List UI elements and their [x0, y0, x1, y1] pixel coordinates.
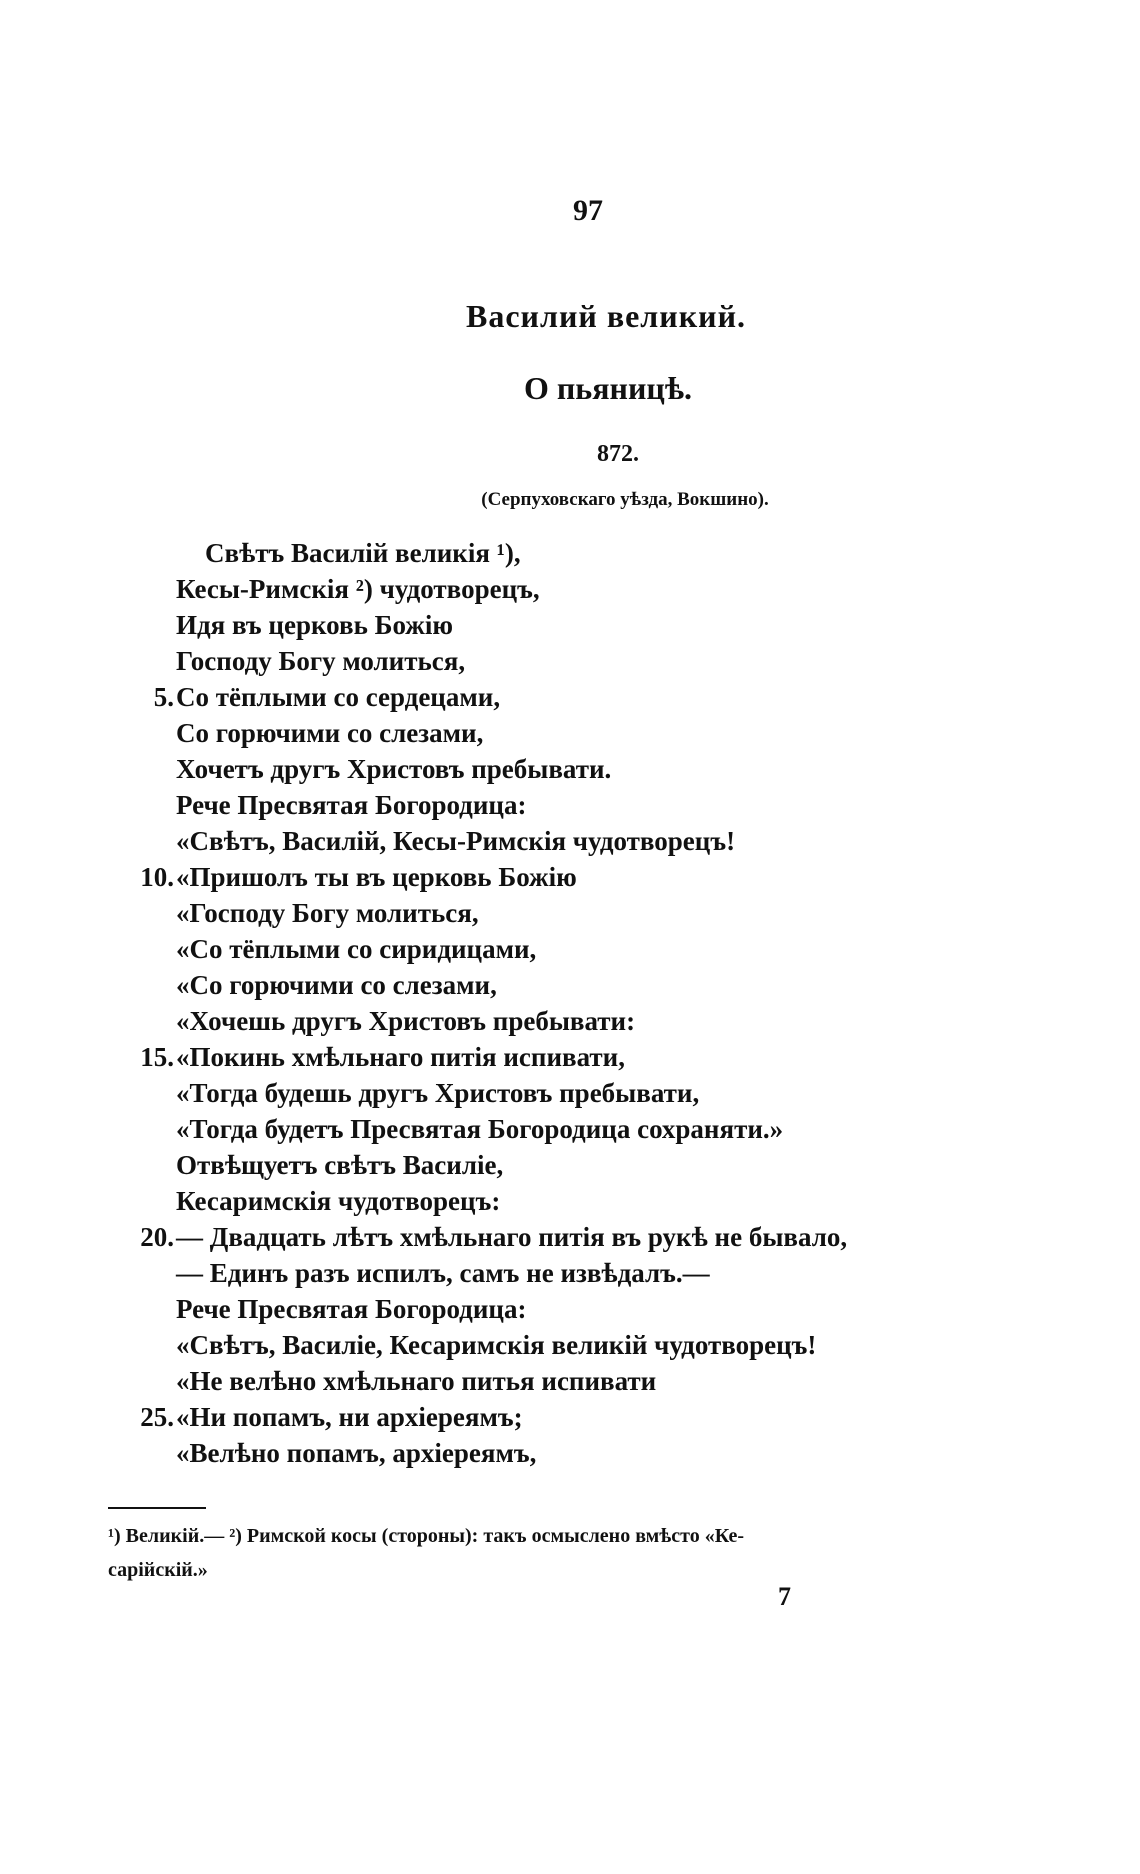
verse-line — [0, 1255, 1140, 1291]
verse-line — [0, 1291, 1140, 1327]
footnote-rule — [108, 1507, 206, 1509]
verse-line — [0, 643, 1140, 679]
verse-line — [0, 1003, 1140, 1039]
page-number: 97 — [573, 194, 603, 227]
verse-line — [0, 1435, 1140, 1471]
verse-line — [0, 607, 1140, 643]
verse-line — [0, 1399, 1140, 1435]
verse-block — [0, 535, 1140, 1471]
line-text: Отвѣщуетъ свѣтъ Василіе, — [176, 1150, 504, 1180]
line-text: «Пришолъ ты въ церковь Божію — [176, 862, 577, 892]
verse-line — [0, 679, 1140, 715]
verse-line — [0, 1219, 1140, 1255]
verse-line — [0, 751, 1140, 787]
line-text: Господу Богу молиться, — [176, 646, 466, 676]
line-number: 5. — [153, 682, 174, 712]
verse-line — [0, 1075, 1140, 1111]
line-text: «Со тёплыми со сиридицами, — [176, 934, 537, 964]
line-text: «Свѣтъ, Василіе, Кесаримскія великій чудотворецъ! — [176, 1330, 817, 1360]
verse-line — [0, 715, 1140, 751]
line-text: Идя въ церковь Божію — [176, 610, 454, 640]
line-text: Кесаримскія чудотворецъ: — [176, 1186, 501, 1216]
line-number: 20. — [140, 1222, 174, 1252]
line-text: «Велѣно попамъ, архіереямъ, — [176, 1438, 537, 1468]
verse-line — [0, 1327, 1140, 1363]
line-text: Со тёплыми со сердецами, — [176, 682, 501, 712]
footnote-line: сарійскій.» — [108, 1559, 208, 1581]
line-text: «Покинь хмѣльнаго питія испивати, — [176, 1042, 625, 1072]
verse-line — [0, 535, 1140, 571]
verse-line — [0, 787, 1140, 823]
footnote — [108, 1519, 908, 1587]
verse-line — [0, 1147, 1140, 1183]
line-text: «Со горючими со слезами, — [176, 970, 497, 1000]
source-note: (Серпуховскаго уѣзда, Вокшино). — [481, 489, 769, 510]
page-subtitle: О пьяницѣ. — [523, 370, 693, 406]
verse-line — [0, 1363, 1140, 1399]
verse-line — [0, 895, 1140, 931]
verse-line — [0, 967, 1140, 1003]
line-text: «Тогда будешь другъ Христовъ пребывати, — [176, 1078, 700, 1108]
line-text: Рече Пресвятая Богородица: — [176, 1294, 527, 1324]
verse-line — [0, 859, 1140, 895]
line-text: Со горючими со слезами, — [176, 718, 484, 748]
line-text: Рече Пресвятая Богородица: — [176, 790, 527, 820]
footnote-line: ¹) Великій.— ²) Римской косы (стороны): такъ осмыслено вмѣсто «Ке- — [108, 1525, 744, 1547]
line-text: «Тогда будетъ Пресвятая Богородица сохраняти.» — [176, 1114, 784, 1144]
line-text: «Ни попамъ, ни архіереямъ; — [176, 1402, 523, 1432]
verse-line — [0, 1039, 1140, 1075]
page-title: Василий великий. — [466, 298, 746, 334]
verse-line — [0, 931, 1140, 967]
line-number: 10. — [140, 862, 174, 892]
song-number: 872. — [597, 441, 639, 467]
line-text: Свѣтъ Василій великія ¹), — [205, 538, 521, 568]
line-text: «Свѣтъ, Василій, Кесы-Римскія чудотворецъ! — [176, 826, 736, 856]
verse-line — [0, 1111, 1140, 1147]
line-text: «Не велѣно хмѣльнаго питья испивати — [176, 1366, 657, 1396]
verse-line — [0, 823, 1140, 859]
line-text: «Господу Богу молиться, — [176, 898, 479, 928]
line-number: 15. — [140, 1042, 174, 1072]
line-text: Хочетъ другъ Христовъ пребывати. — [176, 754, 612, 784]
verse-line — [0, 571, 1140, 607]
line-text: «Хочешь другъ Христовъ пребывати: — [176, 1006, 636, 1036]
line-number: 25. — [140, 1402, 174, 1432]
line-text: — Единъ разъ испилъ, самъ не извѣдалъ.— — [176, 1258, 710, 1288]
signature-mark: 7 — [778, 1582, 791, 1611]
verse-line — [0, 1183, 1140, 1219]
line-text: — Двадцать лѣтъ хмѣльнаго питія въ рукѣ не бывало, — [176, 1222, 848, 1252]
line-text: Кесы-Римскія ²) чудотворецъ, — [176, 574, 540, 604]
